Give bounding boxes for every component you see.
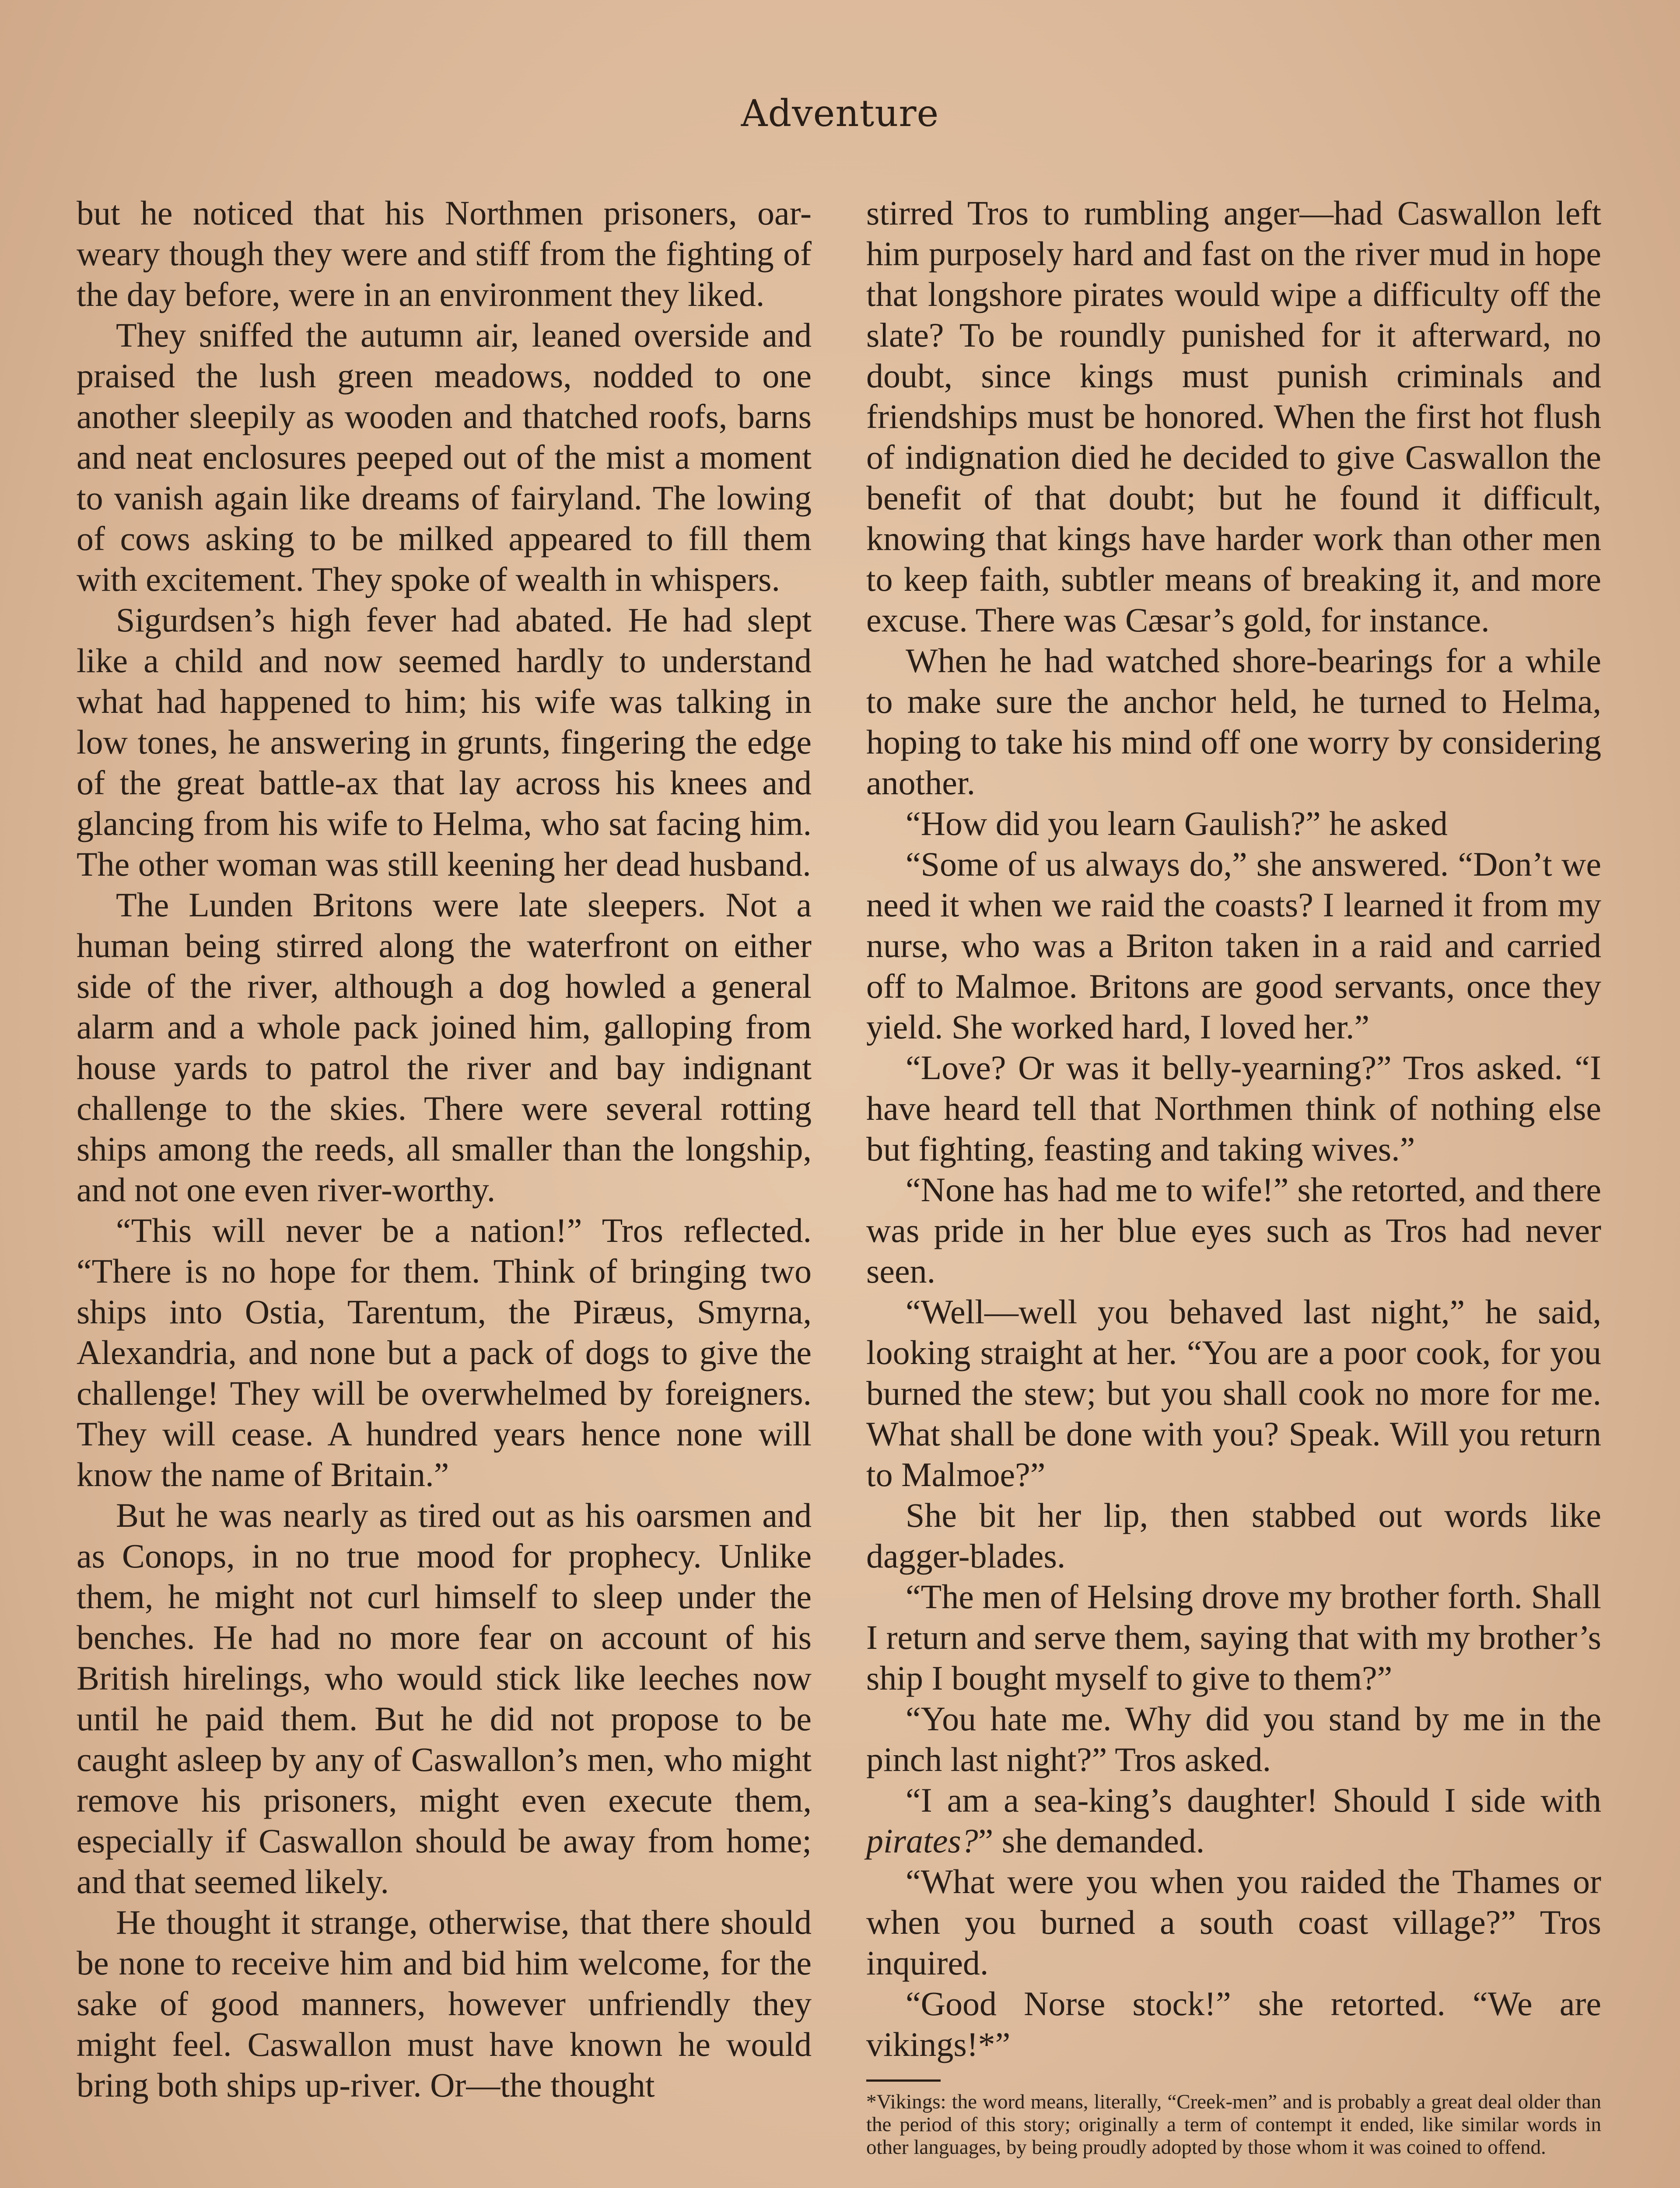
paragraph: stirred Tros to rumbling anger—had Caswallon left him purposely hard and fast on the river mud in hope that longshore pirates would wipe a difficulty off the slate? To be roundly punished for it afterward, no doubt, since kings must punish criminals and friendships must be honored. When the first hot flush of indignation died he decided to give Caswallon the benefit of that doubt; but he found it difficult, knowing that kings have harder work than other men to keep faith, subtler means of breaking it, and more excuse. There was Cæsar’s gold, for instance. (866, 194, 1601, 639)
paragraph: The Lunden Britons were late sleepers. Not a human being stirred along the waterfront on either side of the river, although a dog howled a general alarm and a whole pack joined him, galloping from house yards to patrol the river and bay indignant challenge to the skies. There were several rotting ships among the reeds, all smaller than the longship, and not one even river-worthy. (77, 886, 812, 1209)
paragraph: “Good Norse stock!” she retorted. “We are vikings!*” (866, 1985, 1601, 2063)
paragraph: He thought it strange, otherwise, that there should be none to receive him and bid him welcome, for the sake of good manners, however unfriendly they might feel. Caswallon must have known he would bring both ships up-river. Or—the thought (77, 1903, 812, 2104)
right-column (866, 193, 1601, 2159)
paragraph: “Well—well you behaved last night,” he said, looking straight at her. “You are a poor cook, for you burned the stew; but you shall cook no more for me. What shall be done with you? Speak. Will you return to Malmoe?” (866, 1293, 1601, 1494)
paragraph: “Some of us always do,” she answered. “Don’t we need it when we raid the coasts? I learned it from my nurse, who was a Briton taken in a raid and carried off to Malmoe. Britons are good servants, once they yield. She worked hard, I loved her.” (866, 845, 1601, 1046)
text-run: “I am a sea-king’s daughter! Should I side with (906, 1781, 1601, 1819)
text-run: ” she demanded. (978, 1822, 1205, 1860)
paragraph: “How did you learn Gaulish?” he asked (906, 804, 1448, 842)
paragraph (866, 1780, 1601, 1861)
emphasis-pirates: pirates? (866, 1822, 978, 1860)
page-header: Adventure (741, 92, 939, 135)
left-column (77, 193, 812, 2105)
paragraph: “Love? Or was it belly-yearning?” Tros asked. “I have heard tell that Northmen think of nothing else but fighting, feasting and taking wives.” (866, 1048, 1601, 1168)
paragraph: But he was nearly as tired out as his oarsmen and as Conops, in no true mood for prophecy. Unlike them, he might not curl himself to sleep under the benches. He had no more fear on account of his British hirelings, who would stick like leeches now until he paid them. But he did not propose to be caught asleep by any of Caswallon’s men, who might remove his prisoners, might even execute them, especially if Caswallon should be away from home; and that seemed likely. (77, 1496, 812, 1900)
paragraph: They sniffed the autumn air, leaned overside and praised the lush green meadows, nodded to one another sleepily as wooden and thatched roofs, barns and neat enclosures peeped out of the mist a moment to vanish again like dreams of fairyland. The lowing of cows asking to be milked appeared to fill them with excitement. They spoke of wealth in whispers. (77, 316, 812, 598)
footnote-divider (866, 2079, 941, 2082)
paragraph: She bit her lip, then stabbed out words like dagger-blades. (866, 1496, 1601, 1575)
paragraph: “The men of Helsing drove my brother forth. Shall I return and serve them, saying that with my brother’s ship I bought myself to give to them?” (866, 1578, 1601, 1697)
footnote: *Vikings: the word means, literally, “Creek-men” and is probably a great deal older than the period of this story; originally a term of contempt it ended, like similar words in other languages, by being proudly adopted by those whom it was coined to offend. (866, 2090, 1601, 2159)
paragraph: “This will never be a nation!” Tros reflected. “There is no hope for them. Think of bringing two ships into Ostia, Tarentum, the Piræus, Smyrna, Alexandria, and none but a pack of dogs to give the challenge! They will be overwhelmed by foreigners. They will cease. A hundred years hence none will know the name of Britain.” (77, 1211, 812, 1494)
paragraph: When he had watched shore-bearings for a while to make sure the anchor held, he turned to Helma, hoping to take his mind off one worry by considering another. (866, 642, 1601, 802)
paragraph: “None has had me to wife!” she retorted, and there was pride in her blue eyes such as Tros had never seen. (866, 1171, 1601, 1290)
paragraph: “You hate me. Why did you stand by me in the pinch last night?” Tros asked. (866, 1700, 1601, 1778)
paragraph: but he noticed that his Northmen prisoners, oar-weary though they were and stiff from the fighting of the day before, were in an environment they liked. (77, 194, 812, 313)
paragraph: “What were you when you raided the Thames or when you burned a south coast village?” Tros inquired. (866, 1862, 1601, 1982)
paragraph: Sigurdsen’s high fever had abated. He had slept like a child and now seemed hardly to understand what had happened to him; his wife was talking in low tones, he answering in grunts, fingering the edge of the great battle-ax that lay across his knees and glancing from his wife to Helma, who sat facing him. The other woman was still keening her dead husband. (77, 601, 812, 883)
